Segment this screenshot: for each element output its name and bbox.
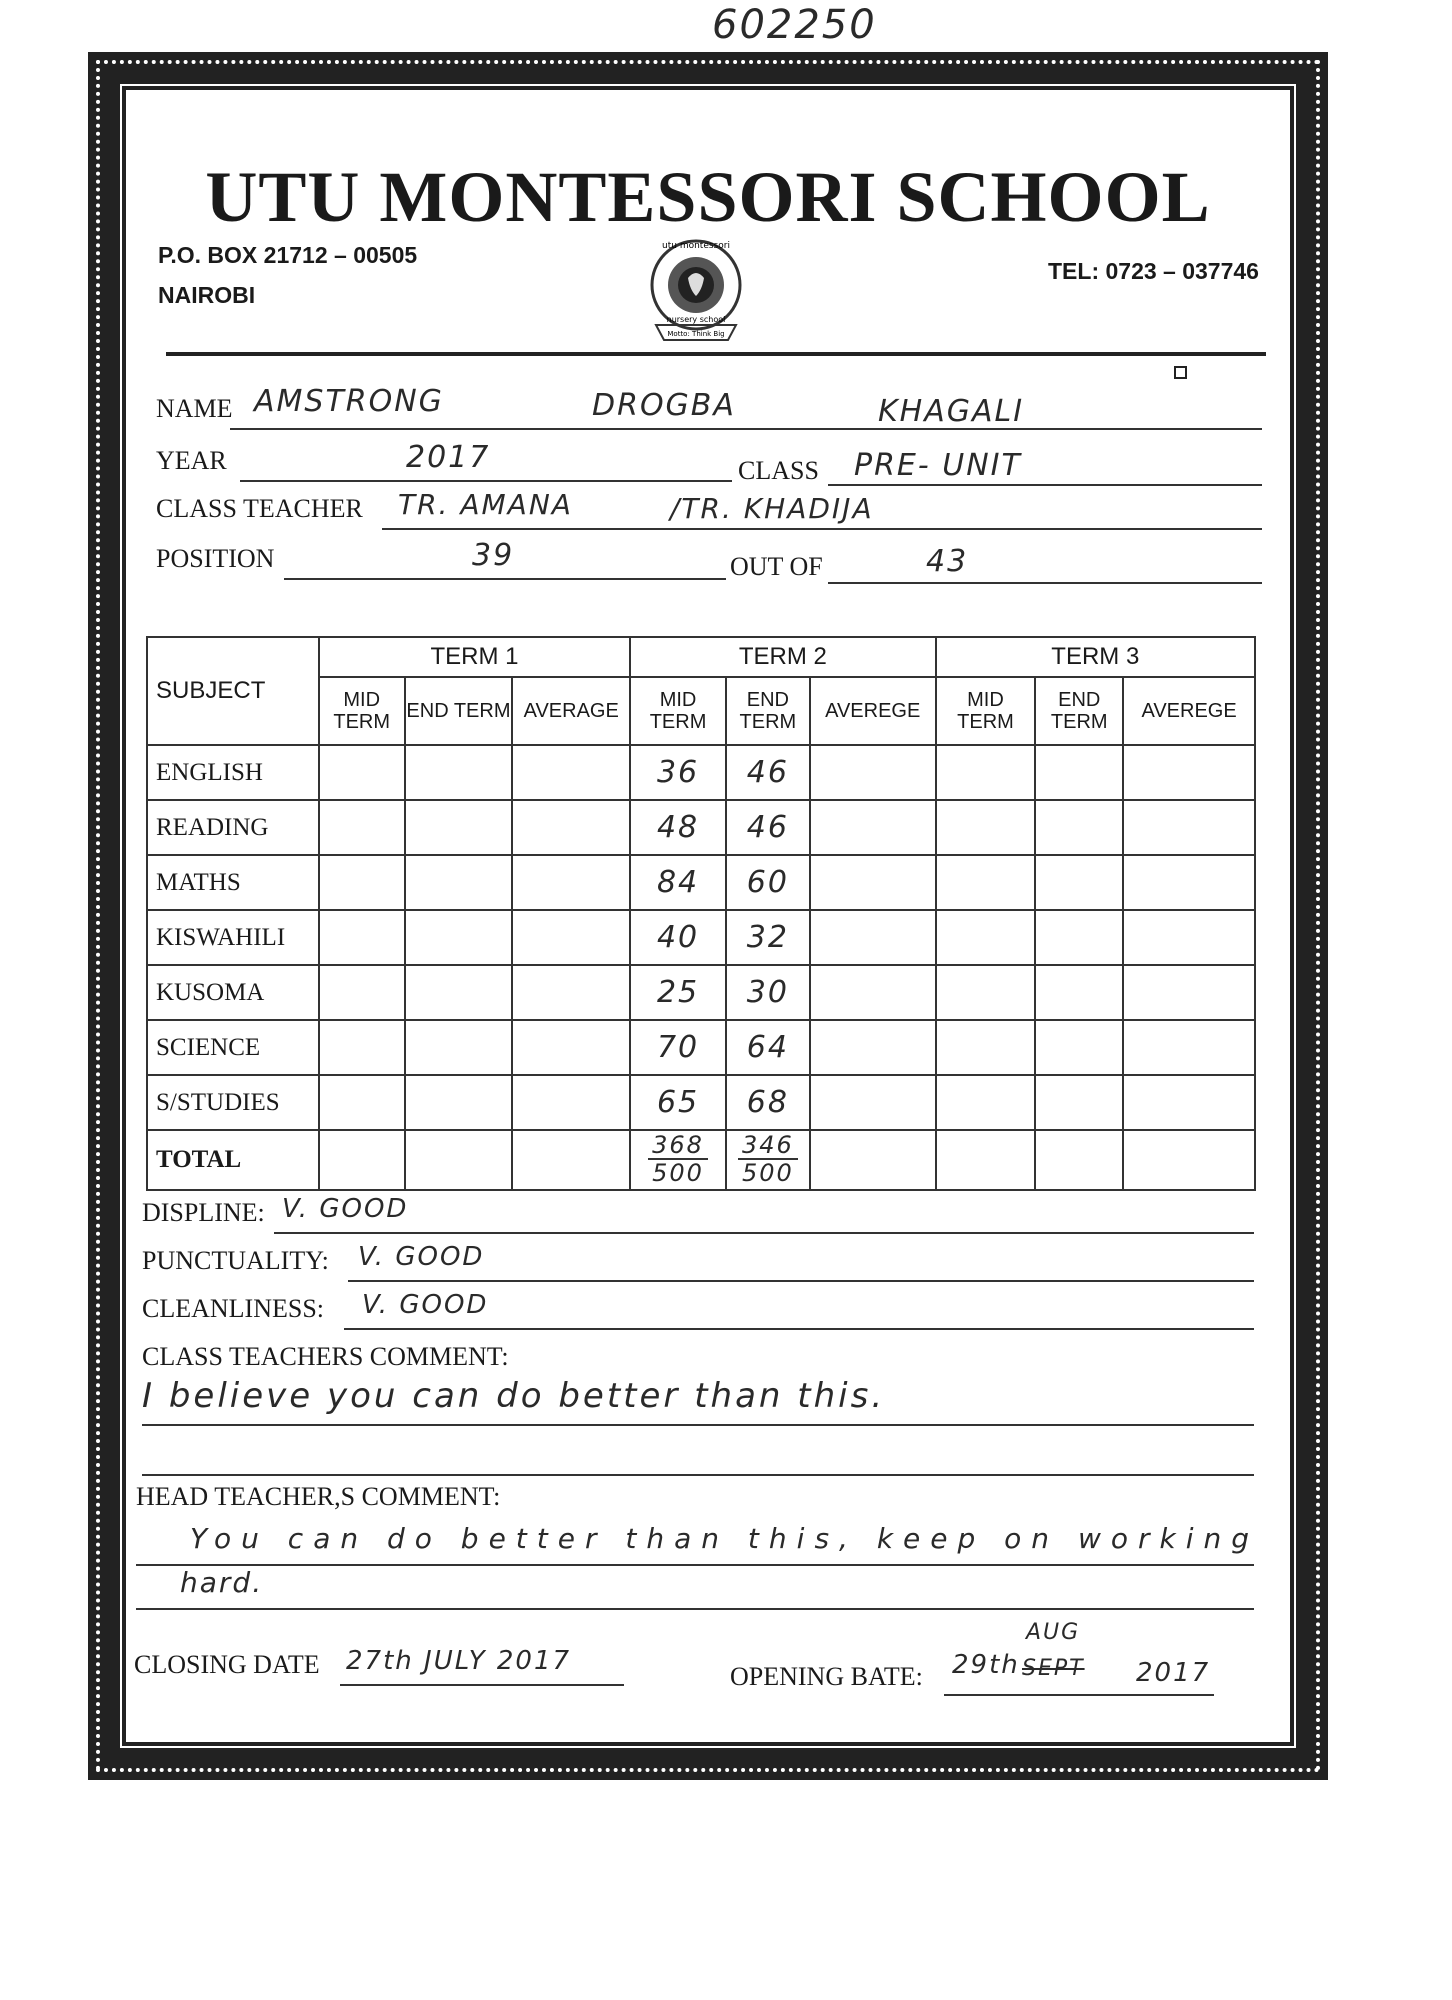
- student-position: 39: [472, 538, 515, 573]
- head-teacher-comment-line1: You can do better than this, keep on working: [190, 1522, 1260, 1555]
- student-class: PRE- UNIT: [854, 448, 1022, 483]
- t3-mid-header: MID TERM: [936, 677, 1036, 745]
- t1-end-header: END TERM: [405, 677, 513, 745]
- opening-day: 29th: [952, 1650, 1020, 1680]
- head-teacher-comment-line2: hard.: [180, 1566, 264, 1599]
- t3-average-header: AVEREGE: [1123, 677, 1255, 745]
- t2-mid-score: 25: [630, 965, 726, 1020]
- subject-name: SCIENCE: [147, 1020, 319, 1075]
- out-of-line: [828, 548, 1262, 584]
- t1-mid-header: MID TERM: [319, 677, 405, 745]
- table-row: [147, 800, 1255, 855]
- cleanliness-label: CLEANLINESS:: [142, 1294, 324, 1323]
- class-teacher-1: TR. AMANA: [398, 488, 573, 521]
- student-out-of: 43: [926, 544, 969, 579]
- term3-header: TERM 3: [936, 637, 1255, 677]
- t2-end-header: END TERM: [726, 677, 810, 745]
- table-row: [147, 910, 1255, 965]
- table-row: [147, 1075, 1255, 1130]
- class-teacher-comment: I believe you can do better than this.: [142, 1376, 886, 1416]
- t2-mid-header: MID TERM: [630, 677, 726, 745]
- t2-mid-score: 65: [630, 1075, 726, 1130]
- subject-name: READING: [147, 800, 319, 855]
- t2-mid-score: 84: [630, 855, 726, 910]
- t1-average-header: AVERAGE: [512, 677, 630, 745]
- t2-end-score: 32: [726, 910, 810, 965]
- closing-date: 27th JULY 2017: [346, 1646, 572, 1676]
- opening-date-label: OPENING BATE:: [730, 1662, 923, 1691]
- t2-end-score: 30: [726, 965, 810, 1020]
- table-row: [147, 1020, 1255, 1075]
- total-label: TOTAL: [147, 1130, 319, 1190]
- small-checkbox: [1174, 366, 1187, 379]
- t2-end-score: 64: [726, 1020, 810, 1075]
- grades-table: [146, 636, 1256, 1191]
- head-teacher-comment-label: HEAD TEACHER,S COMMENT:: [136, 1482, 501, 1511]
- po-box: P.O. BOX 21712 – 00505: [158, 242, 418, 268]
- t2-end-score: 68: [726, 1075, 810, 1130]
- year-label: YEAR: [156, 446, 227, 475]
- punctuality-label: PUNCTUALITY:: [142, 1246, 329, 1275]
- discipline-label: DISPLINE:: [142, 1198, 265, 1227]
- city: NAIROBI: [158, 282, 256, 308]
- term2-header: TERM 2: [630, 637, 935, 677]
- report-card: [126, 90, 1290, 1742]
- t2-end-total-den: 500: [741, 1158, 794, 1187]
- student-middle-name: DROGBA: [592, 388, 736, 423]
- telephone: TEL: 0723 – 037746: [1048, 258, 1259, 284]
- class-label: CLASS: [738, 456, 819, 485]
- opening-month-corrected: AUG: [1026, 1620, 1081, 1645]
- t2-end-score: 46: [726, 745, 810, 800]
- table-row: [147, 855, 1255, 910]
- t3-end-header: END TERM: [1035, 677, 1123, 745]
- class-comment-line-2: [142, 1440, 1254, 1476]
- student-year: 2017: [406, 440, 491, 475]
- subject-name: S/STUDIES: [147, 1075, 319, 1130]
- subject-header: SUBJECT: [147, 637, 319, 745]
- discipline-line: [274, 1198, 1254, 1234]
- logo-text-top: utu montessori: [662, 241, 730, 251]
- position-label: POSITION: [156, 544, 275, 573]
- school-name: UTU MONTESSORI SCHOOL: [205, 157, 1211, 237]
- t2-mid-score: 40: [630, 910, 726, 965]
- header-divider: [166, 352, 1266, 356]
- t2-average-header: AVEREGE: [810, 677, 936, 745]
- class-teacher-2: /TR. KHADIJA: [670, 492, 874, 525]
- t2-mid-score: 48: [630, 800, 726, 855]
- total-row: [147, 1130, 1255, 1190]
- logo-text-mid: nursery school: [666, 315, 726, 324]
- t2-end-score: 46: [726, 800, 810, 855]
- t2-end-total: [726, 1130, 810, 1190]
- t2-mid-total-num: 368: [648, 1132, 708, 1160]
- head-comment-line-2: [136, 1574, 1254, 1610]
- table-row: [147, 965, 1255, 1020]
- out-of-label: OUT OF: [730, 552, 823, 581]
- subject-name: KISWAHILI: [147, 910, 319, 965]
- t2-mid-score: 70: [630, 1020, 726, 1075]
- term1-header: TERM 1: [319, 637, 630, 677]
- t2-mid-total-den: 500: [652, 1158, 704, 1187]
- punctuality-value: V. GOOD: [358, 1242, 485, 1272]
- subject-name: KUSOMA: [147, 965, 319, 1020]
- logo-motto: Motto: Think Big: [667, 330, 725, 338]
- student-last-name: KHAGALI: [878, 394, 1025, 429]
- t2-end-total-num: 346: [738, 1132, 798, 1160]
- discipline-value: V. GOOD: [282, 1194, 409, 1224]
- subject-name: ENGLISH: [147, 745, 319, 800]
- cleanliness-value: V. GOOD: [362, 1290, 489, 1320]
- table-row: [147, 745, 1255, 800]
- t2-mid-score: 36: [630, 745, 726, 800]
- subject-name: MATHS: [147, 855, 319, 910]
- opening-year: 2017: [1136, 1658, 1211, 1688]
- opening-month-struck: SEPT: [1022, 1656, 1085, 1681]
- reference-number: 602250: [712, 2, 877, 48]
- closing-date-label: CLOSING DATE: [134, 1650, 320, 1679]
- school-logo: [636, 230, 756, 350]
- t2-end-score: 60: [726, 855, 810, 910]
- student-first-name: AMSTRONG: [254, 384, 444, 419]
- t2-mid-total: [630, 1130, 726, 1190]
- class-teacher-comment-label: CLASS TEACHERS COMMENT:: [142, 1342, 509, 1371]
- class-teacher-label: CLASS TEACHER: [156, 494, 363, 523]
- name-label: NAME: [156, 394, 233, 423]
